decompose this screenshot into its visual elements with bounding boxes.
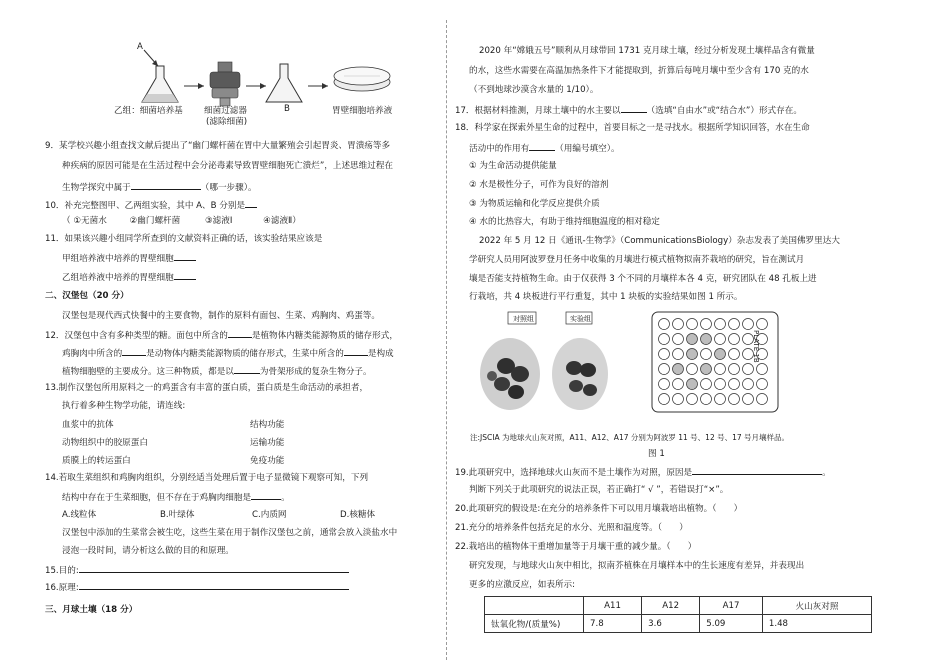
moon-paragraph-3: （不到地球沙漠含水量的 1/10）。 — [469, 85, 599, 95]
q14-option-a: A.线粒体 — [62, 510, 97, 520]
study-paragraph-4: 行栽培，共 4 块板进行平行重复，其中 1 块板的实验结果如图 1 所示。 — [469, 292, 743, 302]
plate-well — [659, 334, 670, 345]
plate-well — [659, 319, 670, 330]
figure-note: 注:JSCIA 为地球火山灰对照，A11、A12、A17 分别为阿波罗 11 号、12 号、17 号月壤样品。 — [470, 433, 790, 442]
q18-option-3: ③ 为物质运输和化学反应提供介质 — [469, 199, 600, 209]
growth-paragraph-2: 更多的应激反应，如表所示: — [469, 580, 576, 590]
q10-options: （ ①无菌水 ②幽门螺杆菌 ③滤液Ⅰ ④滤液Ⅱ） — [62, 216, 301, 226]
q10-line-1: 10．补充完整图甲、乙两组实验，其中 A、B 分别是 — [45, 198, 257, 212]
control-group-label: 对照组 — [513, 315, 534, 323]
flask-left-caption: 乙组：细菌培养基 — [114, 106, 183, 116]
table-cell: 5.09 — [700, 615, 763, 633]
q19-line-2: 判断下列关于此项研究的说法正误，若正确打“ √ ”，若错误打“×”。 — [469, 485, 729, 495]
plate-well — [701, 334, 712, 345]
q12-blank-2[interactable] — [122, 346, 146, 356]
hamburger-intro: 汉堡包是现代西式快餐中的主要食物，制作的原料有面包、生菜、鸡胸肉、鸡蛋等。 — [62, 311, 380, 321]
table-row — [485, 615, 872, 633]
q15-line: 15.目的: — [45, 563, 349, 577]
plate-well — [673, 364, 684, 375]
plate-well — [659, 394, 670, 405]
plate-well — [687, 349, 698, 360]
q9-answer-blank[interactable] — [131, 180, 201, 190]
plate-well — [701, 394, 712, 405]
q18-line-2: 活动中的作用有 （用编号填空）。 — [469, 141, 620, 155]
experiment-group-photo — [552, 338, 608, 410]
q14-answer-blank[interactable] — [251, 490, 281, 500]
q19-line-1: 19.此项研究中，选择地球火山灰而不是土壤作为对照，原因是 。 — [455, 465, 831, 479]
q12-line-2: 鸡胸肉中所含的 是动物体内糖类能源物质的储存形式，生菜中所含的 是构成 — [62, 346, 394, 360]
plate-well — [673, 334, 684, 345]
match-right-1: 结构功能 — [250, 420, 285, 430]
q20-line: 20.此项研究的假设是:在充分的培养条件下可以用月壤栽培出植物。（ ） — [455, 504, 743, 514]
q14-line-1: 14.若取生菜组织和鸡胸肉组织，分别经适当处理后置于电子显微镜下观察可知，下列 — [45, 473, 369, 483]
plate-well — [673, 319, 684, 330]
q14-option-b: B.叶绿体 — [160, 510, 195, 520]
growth-paragraph-1: 研究发现，与地球火山灰中相比，拟南芥植株在月壤样本中的生长速度有差异，并表现出 — [469, 561, 805, 571]
match-right-3: 免疫功能 — [250, 456, 285, 466]
moon-paragraph-1: 2020 年“嫦娥五号”顺利从月球带回 1731 克月球土壤，经过分析发现土壤样品含有微量 — [479, 46, 815, 56]
table-header-row — [485, 597, 872, 615]
plate-well — [673, 349, 684, 360]
plate-well — [687, 334, 698, 345]
q13-line-2: 执行着多种生物学功能，请连线: — [62, 401, 186, 411]
dish-caption: 胃壁细胞培养液 — [332, 106, 393, 116]
plate-well — [659, 349, 670, 360]
plate-well — [715, 379, 726, 390]
plate-well — [757, 319, 768, 330]
plate-well — [757, 379, 768, 390]
table-cell: 1.48 — [762, 615, 871, 633]
q14-line-2: 结构中存在于生菜细胞，但不存在于鸡胸肉细胞是 。 — [62, 490, 290, 504]
plate-well — [701, 349, 712, 360]
q18-option-4: ④ 水的比热容大，有助于维持细胞温度的相对稳定 — [469, 217, 660, 227]
plate-well — [743, 364, 754, 375]
moon-paragraph-2: 的水，这些水需要在高温加热条件下才能提取到，折算后每吨月壤中至少含有 170 克的水 — [469, 66, 809, 76]
plate-well — [701, 364, 712, 375]
plate-well — [729, 394, 740, 405]
q17-line: 17．根据材料推测，月球土壤中的水主要以 （选填“自由水”或“结合水”）形式存在。 — [455, 103, 802, 117]
experiment-group-label: 实验组 — [570, 315, 591, 323]
q11-line-2: 甲组培养液中培养的胃壁细胞 — [62, 251, 196, 265]
plate-well — [715, 319, 726, 330]
plate-well — [743, 379, 754, 390]
table-header-cell: A12 — [642, 597, 700, 615]
section-2-heading: 二、汉堡包（20 分） — [45, 291, 129, 301]
q12-blank-4[interactable] — [234, 364, 260, 374]
q13-line-1: 13.制作汉堡包所用原料之一的鸡蛋含有丰富的蛋白质，蛋白质是生命活动的承担者， — [45, 383, 369, 393]
table-cell: 3.6 — [642, 615, 700, 633]
q19-answer-blank[interactable] — [692, 465, 822, 475]
match-left-2: 动物组织中的胶原蛋白 — [62, 438, 148, 448]
plate-well — [687, 319, 698, 330]
q11-line-3: 乙组培养液中培养的胃壁细胞 — [62, 270, 196, 284]
study-paragraph-1: 2022 年 5 月 12 日《通讯-生物学》（CommunicationsBiology）杂志发表了美国佛罗里达大 — [479, 236, 840, 246]
plate-well — [715, 334, 726, 345]
filter-caption-1: 细菌过滤器 — [204, 106, 247, 116]
plate-well — [687, 394, 698, 405]
plate-well — [757, 394, 768, 405]
plate-well — [673, 394, 684, 405]
titanium-oxide-table — [484, 596, 872, 633]
lettuce-paragraph-2: 浸泡一段时间，请分析这么做的目的和原理。 — [62, 546, 234, 556]
plate-well — [659, 379, 670, 390]
q9-line-3: 生物学探究中属于 （哪一步骤）。 — [62, 180, 257, 194]
plate-well — [743, 394, 754, 405]
q14-option-c: C.内质网 — [252, 510, 287, 520]
plate-well — [757, 364, 768, 375]
study-paragraph-3: 壤是否能支持植物生命。由于仅获得 3 个不同的月壤样本各 4 克，研究团队在 48 孔板上进 — [469, 274, 817, 284]
q11-answer-blank-a[interactable] — [174, 251, 196, 261]
plate-well — [729, 334, 740, 345]
q16-answer-blank[interactable] — [79, 580, 349, 590]
plate-well — [715, 349, 726, 360]
match-left-3: 质膜上的转运蛋白 — [62, 456, 131, 466]
match-right-2: 运输功能 — [250, 438, 285, 448]
q12-blank-3[interactable] — [344, 346, 368, 356]
q11-answer-blank-b[interactable] — [174, 270, 196, 280]
study-paragraph-2: 学研究人员用阿波罗登月任务中收集的月壤进行模式植物拟南芥栽培的研究，旨在测试月 — [469, 255, 805, 265]
q17-answer-blank[interactable] — [621, 103, 647, 113]
q10-answer-blank[interactable] — [245, 198, 257, 208]
label-a: A — [137, 42, 143, 52]
column-divider — [446, 20, 447, 660]
plate-well — [715, 364, 726, 375]
filter-caption-2: (滤除细菌) — [206, 117, 248, 127]
q18-option-2: ② 水是极性分子，可作为良好的溶剂 — [469, 180, 609, 190]
q9-line-2: 种疾病的原因可能是在生活过程中会分泌毒素导致胃壁细胞死亡溃烂”，上述思维过程在 — [62, 161, 394, 171]
label-b: B — [284, 104, 290, 114]
table-cell: 7.8 — [584, 615, 642, 633]
q14-option-d: D.核糖体 — [340, 510, 376, 520]
table-header-cell: A11 — [584, 597, 642, 615]
plate-well — [687, 364, 698, 375]
section-3-heading: 三、月球土壤（18 分） — [45, 605, 138, 615]
q11-line-1: 11．如果该兴趣小组同学所查到的文献资料正确的话，该实验结果应该是 — [45, 234, 323, 244]
plate-well — [673, 379, 684, 390]
plate-well — [659, 364, 670, 375]
table-header-cell: A17 — [700, 597, 763, 615]
match-left-1: 血浆中的抗体 — [62, 420, 114, 430]
control-group-photo — [480, 338, 540, 410]
q9-line-1: 9．某学校兴趣小组查找文献后提出了“幽门螺杆菌在胃中大量繁殖会引起胃炎、胃溃疡等多 — [45, 141, 391, 151]
q15-answer-blank[interactable] — [79, 563, 349, 573]
table-header-cell: 火山灰对照 — [762, 597, 871, 615]
table-row-label: 钛氧化物/(质量%) — [485, 615, 584, 633]
plate-well — [729, 364, 740, 375]
q18-option-1: ① 为生命活动提供能量 — [469, 161, 557, 171]
plate-well — [701, 319, 712, 330]
q21-line: 21.充分的培养条件包括充足的水分、光照和温度等。（ ） — [455, 523, 688, 533]
plate-well — [715, 394, 726, 405]
plate-well — [729, 349, 740, 360]
plate-well — [701, 379, 712, 390]
q18-answer-blank[interactable] — [529, 141, 555, 151]
lettuce-paragraph-1: 汉堡包中添加的生菜常会被生吃，这些生菜在用于制作汉堡包之前，通常会放入淡盐水中 — [62, 528, 398, 538]
plate-well — [743, 319, 754, 330]
q16-line: 16.原理: — [45, 580, 349, 594]
figure-1-caption: 图 1 — [648, 449, 665, 459]
q22-line: 22.栽培出的植物体干重增加量等于月壤干重的减少量。（ ） — [455, 542, 697, 552]
q12-line-1: 12．汉堡包中含有多种类型的糖。面包中所含的 是植物体内糖类能源物质的储存形式， — [45, 328, 398, 342]
plate-well — [687, 379, 698, 390]
plate-well — [729, 379, 740, 390]
plate-label: PLATE 1B — [752, 330, 760, 363]
q12-line-3: 植物细胞壁的主要成分。这三种物质，都是以 为骨架形成的复杂生物分子。 — [62, 364, 372, 378]
q18-line-1: 18．科学家在探索外星生命的过程中，首要目标之一是寻找水。根据所学知识回答，水在生命 — [455, 123, 810, 133]
q12-blank-1[interactable] — [228, 328, 252, 338]
table-header-cell — [485, 597, 584, 615]
well-plate-diagram — [650, 310, 780, 414]
plate-well — [729, 319, 740, 330]
